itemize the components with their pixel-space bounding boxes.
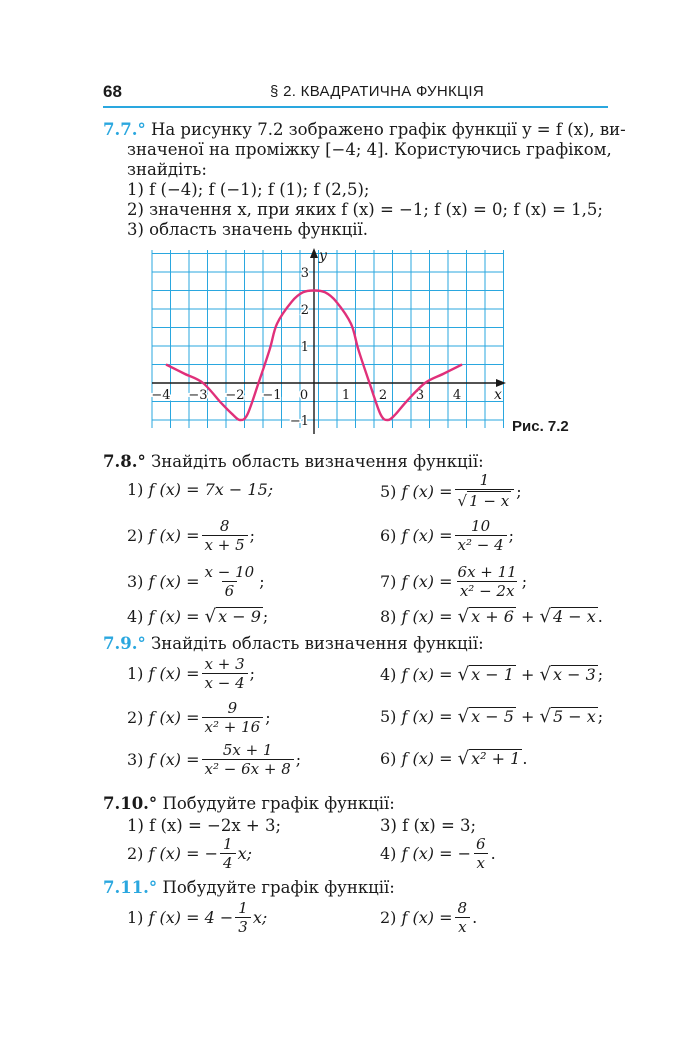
- item-label: 2): [127, 844, 144, 863]
- denominator: x + 5: [202, 535, 248, 553]
- item-label: 2): [127, 526, 144, 545]
- plus-sign: +: [520, 707, 535, 726]
- p78-item-5: [380, 472, 522, 510]
- radicand: 4 − x: [552, 607, 596, 626]
- problem-7-10-heading: [103, 794, 395, 814]
- p79-item-5: [380, 706, 603, 727]
- item-end: x;: [237, 844, 252, 863]
- x-tick-label: −3: [188, 388, 208, 403]
- x-tick-label: −2: [225, 388, 245, 403]
- radicand: x − 3: [552, 665, 596, 684]
- radicand: x − 5: [471, 707, 514, 726]
- item-lhs: f (x) =: [401, 607, 453, 626]
- denominator: x: [455, 917, 469, 935]
- fraction: [235, 900, 251, 935]
- problem-number: 7.7.°: [103, 120, 146, 139]
- fraction: [220, 836, 236, 871]
- item-lhs: f (x) = 4 −: [148, 908, 234, 927]
- problem-text: Побудуйте графік функції:: [162, 794, 395, 813]
- sqrt-icon: √: [457, 492, 468, 510]
- item-lhs: f (x) =: [401, 526, 453, 545]
- item-label: 1): [127, 480, 144, 499]
- item-lhs: f (x) =: [148, 607, 200, 626]
- p710-item-1: 1) f (x) = −2x + 3;: [127, 816, 282, 835]
- problem-text: Знайдіть область визначення функції:: [150, 634, 484, 653]
- p710-item-2: [127, 836, 252, 871]
- problem-7-7-item3: 3) область значень функції.: [127, 220, 369, 239]
- item-lhs: f (x) =: [401, 572, 453, 591]
- numerator: 6x + 11: [457, 563, 517, 581]
- item-lhs: f (x) =: [148, 750, 200, 769]
- problem-text: На рисунку 7.2 зображено графік функції y = f (x), ви-: [150, 120, 626, 139]
- function-graph: [148, 246, 508, 434]
- problem-7-11-heading: [103, 878, 395, 898]
- item-label: 8): [380, 607, 397, 626]
- p78-item-4: [127, 606, 268, 627]
- item-label: 5): [380, 481, 397, 501]
- problem-number: 7.8.°: [103, 452, 146, 471]
- item-end: .: [490, 844, 496, 863]
- y-axis-label: y: [319, 248, 327, 264]
- item-label: 1): [127, 908, 144, 927]
- x-tick-label: 3: [415, 388, 425, 403]
- section-title: § 2. КВАДРАТИЧНА ФУНКЦІЯ: [270, 83, 484, 100]
- denominator: 6: [222, 581, 238, 599]
- plus-sign: +: [520, 607, 535, 626]
- sqrt-icon: √: [457, 748, 470, 769]
- fraction: [455, 472, 515, 510]
- item-label: 3): [127, 572, 144, 591]
- item-end: ;: [249, 526, 256, 545]
- fraction: [202, 656, 248, 691]
- item-label: 1): [127, 664, 144, 683]
- denominator: x² + 16: [202, 717, 264, 735]
- problem-7-7-line3: знайдіть:: [127, 160, 207, 179]
- item-lhs: f (x) = −: [148, 844, 219, 863]
- sqrt-icon: √: [204, 606, 217, 627]
- denominator: 4: [220, 853, 236, 871]
- numerator: 5x + 1: [222, 741, 273, 759]
- denominator: [455, 489, 515, 510]
- p711-item-1: [127, 900, 267, 935]
- radicand: 1 − x: [469, 492, 510, 510]
- p79-item-2: [127, 700, 271, 735]
- item-label: 4): [380, 665, 397, 684]
- item-end: ;: [516, 481, 522, 501]
- numerator: x + 3: [204, 655, 245, 673]
- p78-item-1: [127, 480, 273, 499]
- item-end: ;: [597, 707, 604, 726]
- item-end: ;: [262, 607, 269, 626]
- numerator: 1: [238, 899, 248, 917]
- x-tick-label: 1: [341, 388, 351, 403]
- denominator: x − 4: [202, 673, 248, 691]
- p78-item-6: [380, 518, 514, 553]
- problem-text: Побудуйте графік функції:: [162, 878, 395, 897]
- item-lhs: f (x) =: [401, 908, 453, 927]
- x-tick-label: −1: [262, 388, 282, 403]
- p78-item-8: [380, 606, 603, 627]
- item-lhs: f (x) =: [148, 664, 200, 683]
- denominator: x² − 6x + 8: [202, 759, 294, 777]
- p710-item-3: 3) f (x) = 3;: [380, 816, 477, 835]
- item-label: 2): [127, 708, 144, 727]
- p79-item-1: [127, 656, 255, 691]
- sqrt-icon: √: [539, 664, 551, 685]
- item-end: .: [522, 749, 528, 768]
- numerator: 10: [471, 517, 491, 535]
- x-tick-label: 0: [299, 388, 309, 403]
- numerator: 9: [227, 699, 238, 717]
- p78-item-2: [127, 518, 255, 553]
- problem-7-7-line1: [103, 120, 626, 140]
- item-label: 4): [380, 844, 397, 863]
- x-axis-arrow-icon: [496, 379, 506, 387]
- p711-item-2: [380, 900, 477, 935]
- fraction: [455, 518, 507, 553]
- sqrt-icon: √: [457, 664, 470, 685]
- denominator: x² − 2x: [457, 581, 518, 599]
- item-label: 2): [380, 908, 397, 927]
- item-label: 5): [380, 707, 397, 726]
- item-end: .: [472, 908, 478, 927]
- radicand: x + 6: [471, 607, 514, 626]
- numerator: 1: [223, 835, 233, 853]
- item-end: x;: [252, 908, 268, 927]
- item-label: 4): [127, 607, 144, 626]
- item-end: .: [597, 607, 603, 626]
- sqrt-icon: √: [457, 706, 470, 727]
- sqrt-icon: √: [457, 606, 470, 627]
- item-end: ;: [508, 526, 515, 545]
- fraction: [473, 836, 489, 871]
- item-lhs: f (x) =: [401, 481, 453, 501]
- problem-7-8-heading: [103, 452, 484, 472]
- problem-number: 7.11.°: [103, 878, 158, 897]
- item-end: ;: [249, 664, 256, 683]
- radicand: x − 9: [218, 607, 261, 626]
- numerator: 6: [476, 835, 486, 853]
- item-end: ;: [521, 572, 528, 591]
- p79-item-3: [127, 742, 301, 777]
- item-label: 7): [380, 572, 397, 591]
- item-lhs: f (x) =: [148, 526, 200, 545]
- radicand: x − 1: [471, 665, 514, 684]
- item-lhs: f (x) = −: [401, 844, 472, 863]
- y-tick-label: 3: [300, 266, 309, 281]
- radicand: 5 − x: [552, 707, 596, 726]
- denominator: x² − 4: [455, 535, 507, 553]
- item-lhs: f (x) =: [401, 749, 453, 768]
- numerator: 8: [457, 899, 468, 917]
- x-tick-label: 4: [452, 388, 462, 403]
- sqrt-icon: √: [539, 706, 551, 727]
- item-lhs: f (x) =: [401, 707, 453, 726]
- p78-item-7: [380, 564, 527, 599]
- p79-item-6: [380, 748, 527, 769]
- fraction: [455, 564, 520, 599]
- item-end: ;: [259, 572, 265, 591]
- item-lhs: f (x) =: [148, 708, 200, 727]
- item-label: 6): [380, 749, 397, 768]
- x-axis-label: x: [494, 387, 502, 403]
- problem-7-9-heading: [103, 634, 484, 654]
- problem-number: 7.9.°: [103, 634, 146, 653]
- numerator: x − 10: [204, 563, 255, 581]
- item-lhs: f (x) =: [401, 665, 453, 684]
- numerator: 1: [479, 471, 490, 489]
- fraction: [202, 742, 294, 777]
- problem-7-7-item2: 2) значення x, при яких f (x) = −1; f (x) = 0; f (x) = 1,5;: [127, 200, 603, 219]
- item-expression: f (x) = 7x − 15;: [148, 480, 274, 499]
- p710-item-4: [380, 836, 496, 871]
- item-end: ;: [597, 665, 604, 684]
- numerator: 8: [219, 517, 230, 535]
- y-tick-label: −1: [289, 414, 309, 429]
- problem-7-7-line2: значеної на проміжку [−4; 4]. Користуючись графіком,: [127, 140, 612, 159]
- x-tick-label: −4: [151, 388, 171, 403]
- item-end: ;: [295, 750, 302, 769]
- fraction: [455, 900, 471, 935]
- plus-sign: +: [520, 665, 535, 684]
- item-end: ;: [265, 708, 271, 727]
- figure-caption: Рис. 7.2: [512, 418, 569, 435]
- fraction: [202, 700, 264, 735]
- problem-text: Знайдіть область визначення функції:: [150, 452, 484, 471]
- item-label: 6): [380, 526, 397, 545]
- sqrt-icon: √: [539, 606, 551, 627]
- p79-item-4: [380, 664, 603, 685]
- fraction: [202, 564, 258, 599]
- problem-number: 7.10.°: [103, 794, 158, 813]
- radicand: x² + 1: [471, 749, 521, 768]
- header-rule: [103, 106, 608, 108]
- y-tick-label: 1: [300, 340, 309, 355]
- p78-item-3: [127, 564, 265, 599]
- denominator: x: [474, 853, 488, 871]
- page-number: 68: [103, 82, 122, 101]
- denominator: 3: [235, 917, 251, 935]
- item-lhs: f (x) =: [148, 572, 200, 591]
- problem-7-7-item1: 1) f (−4); f (−1); f (1); f (2,5);: [127, 180, 370, 199]
- item-label: 3): [127, 750, 144, 769]
- fraction: [202, 518, 248, 553]
- y-tick-label: 2: [300, 303, 309, 318]
- x-tick-label: 2: [378, 388, 388, 403]
